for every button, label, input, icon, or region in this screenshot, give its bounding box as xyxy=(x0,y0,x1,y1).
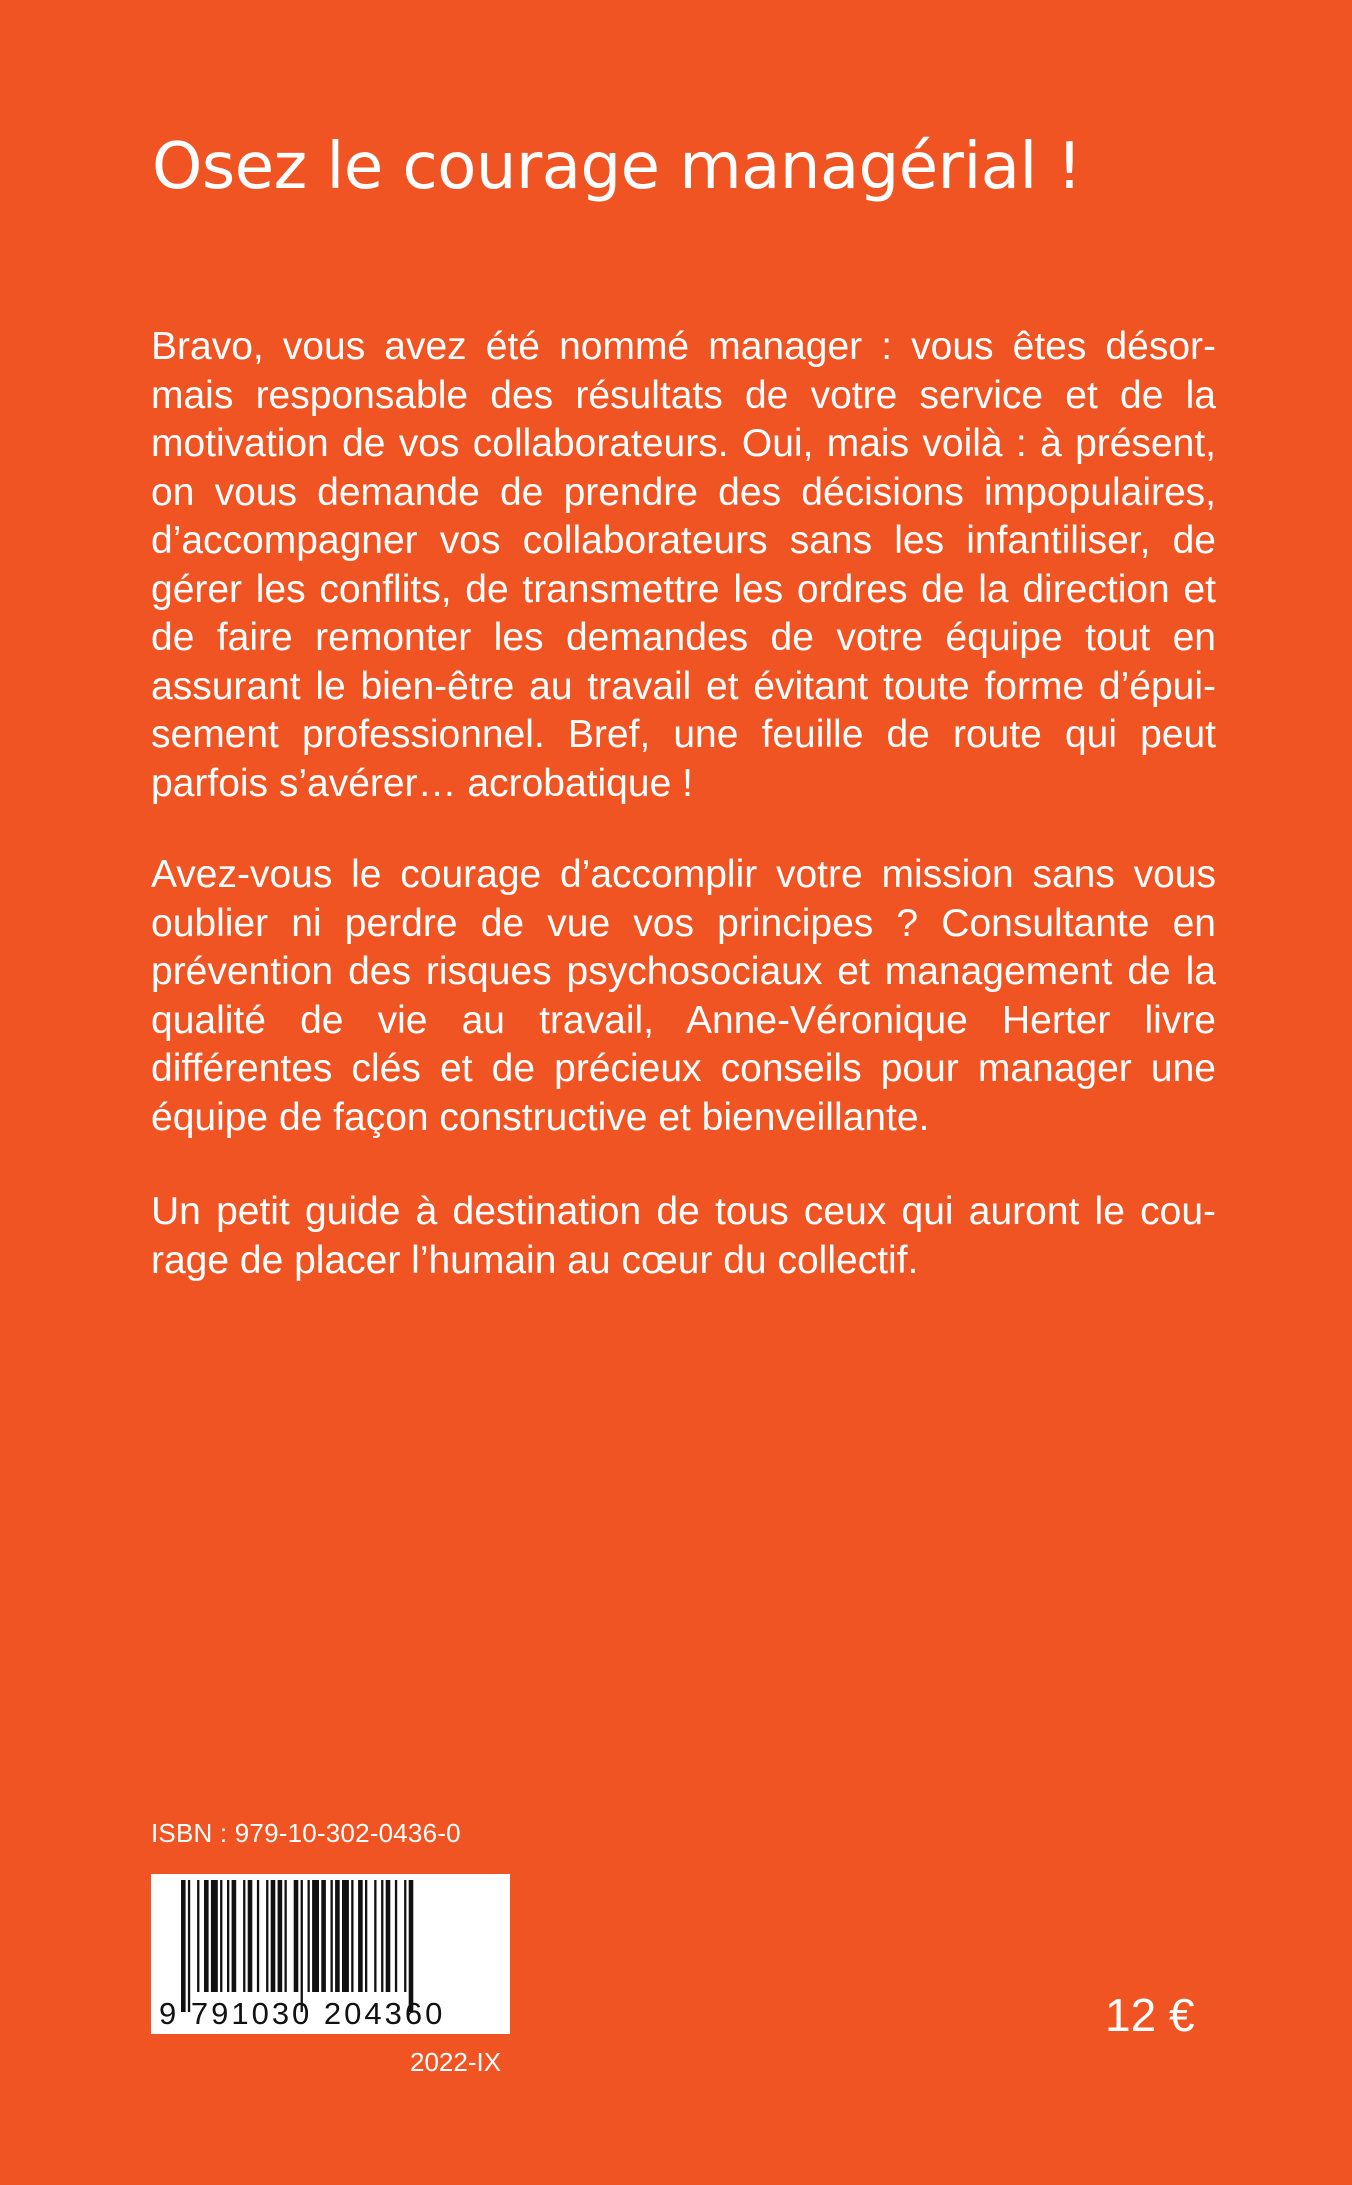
barcode-bar xyxy=(374,1880,376,1992)
barcode-bar xyxy=(386,1880,391,1992)
barcode xyxy=(151,1874,510,2034)
barcode-bar xyxy=(204,1880,209,1992)
isbn-label: ISBN : 979-10-302-0436-0 xyxy=(151,1818,461,1848)
barcode-number: 9 791030 204360 xyxy=(159,1996,446,2031)
barcode-bar xyxy=(395,1880,397,1992)
barcode-bar xyxy=(404,1880,406,1992)
book-title: Osez le courage managérial ! xyxy=(152,130,1082,204)
barcode-bar xyxy=(308,1880,310,1992)
barcode-bar xyxy=(351,1880,353,1992)
paragraph-2: Avez-vous le courage d’accomplir votre mission sans vous oublier ni perdre de vue vos principes ? Consultante en prévention des risques psychosociaux et management de la qualité de vie au travail, Anne-Véronique Herter livre différentes clés et de précieux conseils pour manager une équipe de façon constructive et bienveillante. xyxy=(151,853,1216,1139)
price: 12 € xyxy=(1105,1989,1195,2041)
barcode-bar xyxy=(220,1880,222,1992)
barcode-bar xyxy=(197,1880,199,1992)
paragraph-1: Bravo, vous avez été nommé manager : vous êtes désor-mais responsable des résultats de votre service et de la motivation de vos collaborateurs. Oui, mais voilà : à présent, on vous demande de prendre des décisions impopulaires, d’accompagner vos collaborateurs sans les infantiliser, de gérer les conflits, de transmettre les ordres de la direction et de faire remonter les demandes de votre équipe tout en assurant le bien-être au travail et évitant toute forme d’épui-sement professionnel. Bref, une feuille de route qui peut parfois s’avérer… acrobatique ! xyxy=(151,325,1216,805)
barcode-bar xyxy=(188,1880,190,2012)
barcode-bar xyxy=(181,1880,186,2012)
paragraph-3: Un petit guide à destination de tous ceux qui auront le cou-rage de placer l’humain au cœur du collectif. xyxy=(151,1190,1216,1282)
barcode-bar xyxy=(342,1880,349,1992)
barcode-bar xyxy=(294,1880,299,1992)
barcode-bar xyxy=(266,1880,268,1992)
barcode-bar xyxy=(381,1880,383,1992)
barcode-bar xyxy=(335,1880,340,1992)
barcode-bar xyxy=(312,1880,319,1992)
barcode-bar xyxy=(243,1880,245,1992)
barcode-bar xyxy=(211,1880,218,1992)
barcode-bar xyxy=(271,1880,276,1992)
barcode-bar xyxy=(257,1880,259,1992)
edition-code: 2022-IX xyxy=(410,2047,502,2077)
barcode-bar xyxy=(232,1880,237,1992)
barcode-bar xyxy=(331,1880,333,1992)
barcode-bar xyxy=(321,1880,326,1992)
barcode-bar xyxy=(248,1880,253,1992)
barcode-bar xyxy=(358,1880,363,1992)
barcode-bar xyxy=(409,1880,414,2012)
barcode-bar xyxy=(278,1880,283,1992)
barcode-bar xyxy=(285,1880,287,1992)
barcode-bar xyxy=(365,1880,367,1992)
barcode-bar xyxy=(301,1880,303,2012)
barcode-bar xyxy=(227,1880,229,1992)
